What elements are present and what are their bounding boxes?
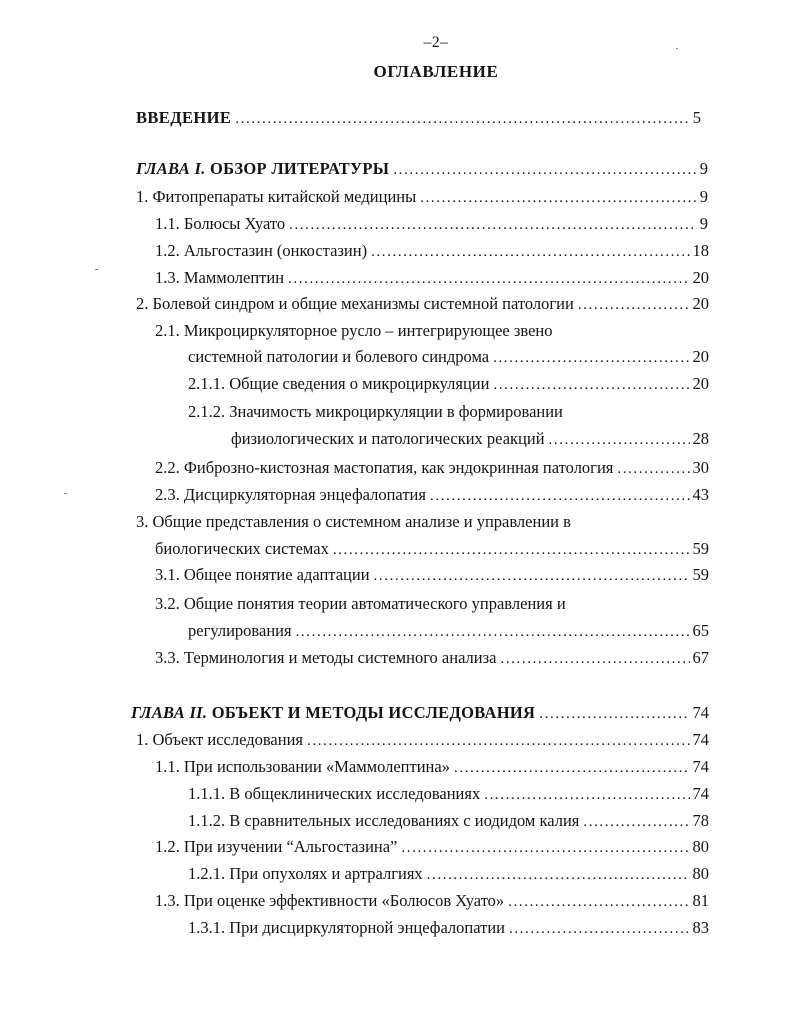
toc-entry[interactable] [155, 647, 709, 669]
toc-entry-page: 78 [692, 811, 709, 830]
toc-entry-page: 59 [692, 565, 709, 584]
toc-entry-label: 1.3. При оценке эффективности «Болюсов Хуато» [155, 891, 505, 910]
toc-entry-page: 74 [692, 784, 709, 803]
toc-entry[interactable] [188, 783, 709, 805]
dot-leader [289, 214, 697, 236]
toc-entry-label: системной патологии и болевого синдрома [188, 347, 490, 366]
scan-speck [676, 48, 678, 49]
toc-entry-page: 80 [692, 864, 709, 883]
chapter-title: ОБЪЕКТ И МЕТОДЫ ИССЛЕДОВАНИЯ [211, 703, 536, 722]
page-number: –2– [423, 34, 449, 51]
toc-entry-label: 1.1.1. В общеклинических исследованиях [188, 784, 481, 803]
toc-entry-page: 59 [692, 539, 709, 558]
toc-entry-page: 9 [699, 159, 708, 178]
toc-entry-chapter-1[interactable] [136, 158, 708, 180]
toc-entry[interactable] [231, 428, 709, 450]
toc-entry-page: 83 [692, 918, 709, 937]
toc-entry[interactable] [188, 863, 709, 885]
scan-speck [64, 493, 67, 494]
toc-entry[interactable] [155, 457, 709, 479]
toc-entry[interactable] [155, 836, 709, 858]
chapter-prefix: ГЛАВА II. [131, 703, 208, 722]
toc-entry[interactable] [155, 240, 709, 262]
dot-leader [493, 374, 689, 396]
toc-entry-page: 18 [692, 241, 709, 260]
toc-entry[interactable] [136, 293, 709, 315]
toc-entry[interactable] [188, 917, 709, 939]
toc-entry-label [136, 158, 389, 180]
toc-entry-page: 74 [692, 730, 709, 749]
toc-entry[interactable] [155, 564, 709, 586]
toc-entry-label: 1.1. При использовании «Маммолептина» [155, 757, 450, 776]
toc-entry-label: 1.1. Болюсы Хуато [155, 214, 286, 233]
dot-leader [333, 539, 690, 561]
dot-leader [235, 108, 690, 130]
toc-entry[interactable] [155, 890, 709, 912]
dot-leader [509, 918, 690, 940]
toc-entry-page: 28 [692, 429, 709, 448]
toc-entry-label: 1.2.1. При опухолях и артралгиях [188, 864, 423, 883]
toc-entry[interactable] [155, 756, 709, 778]
dot-leader [583, 811, 689, 833]
toc-entry-label: 1.2. Альгостазин (онкостазин) [155, 241, 368, 260]
toc-entry-label: 1. Объект исследования [136, 730, 303, 749]
toc-entry-page: 81 [692, 891, 709, 910]
toc-entry-label: регулирования [188, 621, 292, 640]
toc-entry-label [131, 702, 535, 724]
toc-entry[interactable] [136, 186, 708, 208]
dot-leader [371, 241, 689, 263]
toc-entry-page: 43 [692, 485, 709, 504]
toc-entry-page: 74 [692, 703, 709, 722]
toc-entry[interactable] [136, 729, 709, 751]
toc-entry-label: 3.1. Общее понятие адаптации [155, 565, 370, 584]
dot-leader [430, 485, 690, 507]
dot-leader [307, 730, 690, 752]
toc-entry-label[interactable]: 3. Общие представления о системном анализе и управлении в [136, 512, 571, 531]
toc-entry-label: 1.2. При изучении “Альгостазина” [155, 837, 398, 856]
toc-entry-page: 20 [692, 347, 709, 366]
toc-entry-chapter-2[interactable] [131, 702, 709, 724]
toc-entry-page: 5 [692, 108, 701, 127]
toc-entry-label[interactable]: 3.2. Общие понятия теории автоматического управления и [155, 594, 566, 613]
toc-entry-page: 9 [699, 214, 708, 233]
toc-entry-page: 74 [692, 757, 709, 776]
toc-entry-label: 1. Фитопрепараты китайской медицины [136, 187, 417, 206]
dot-leader [427, 864, 690, 886]
dot-leader [500, 648, 689, 670]
page-title: ОГЛАВЛЕНИЕ [373, 62, 499, 81]
toc-entry[interactable] [155, 213, 708, 235]
toc-entry-label: 2.1.1. Общие сведения о микроциркуляции [188, 374, 490, 393]
toc-entry-label: 3.3. Терминология и методы системного анализа [155, 648, 497, 667]
toc-entry-page: 9 [699, 187, 708, 206]
dot-leader [288, 268, 689, 290]
toc-entry[interactable] [188, 620, 709, 642]
dot-leader [296, 621, 690, 643]
toc-entry[interactable] [188, 373, 709, 395]
dot-leader [539, 703, 689, 725]
toc-entry-label: 1.1.2. В сравнительных исследованиях с иодидом калия [188, 811, 580, 830]
toc-entry-label: физиологических и патологических реакций [231, 429, 545, 448]
dot-leader [484, 784, 689, 806]
dot-leader [508, 891, 689, 913]
toc-entry[interactable] [155, 484, 709, 506]
dot-leader [393, 159, 696, 181]
toc-entry[interactable] [155, 267, 709, 289]
toc-entry-introduction[interactable] [136, 107, 701, 129]
toc-entry[interactable] [188, 346, 709, 368]
toc-entry-label: биологических системах [155, 539, 329, 558]
dot-leader [493, 347, 689, 369]
toc-entry-page: 20 [692, 268, 709, 287]
dot-leader [549, 429, 690, 451]
toc-entry-page: 80 [692, 837, 709, 856]
dot-leader [454, 757, 690, 779]
scan-speck [95, 269, 98, 270]
toc-entry-label: ВВЕДЕНИЕ [136, 108, 232, 127]
toc-entry[interactable] [188, 810, 709, 832]
toc-entry-page: 65 [692, 621, 709, 640]
toc-entry-page: 20 [692, 294, 709, 313]
dot-leader [374, 565, 690, 587]
dot-leader [401, 837, 689, 859]
dot-leader [420, 187, 697, 209]
toc-entry-label[interactable]: 2.1. Микроциркуляторное русло – интегрирующее звено [155, 321, 553, 340]
toc-entry-label: 2.2. Фиброзно-кистозная мастопатия, как эндокринная патология [155, 458, 614, 477]
toc-entry-page: 30 [692, 458, 709, 477]
toc-entry-label: 2. Болевой синдром и общие механизмы системной патологии [136, 294, 574, 313]
toc-entry-label[interactable]: 2.1.2. Значимость микроциркуляции в формировании [188, 402, 563, 421]
toc-entry-page: 67 [692, 648, 709, 667]
chapter-prefix: ГЛАВА I. [136, 159, 206, 178]
toc-entry[interactable] [155, 538, 709, 560]
dot-leader [617, 458, 689, 480]
toc-entry-label: 2.3. Дисциркуляторная энцефалопатия [155, 485, 426, 504]
chapter-title: ОБЗОР ЛИТЕРАТУРЫ [210, 159, 390, 178]
toc-entry-label: 1.3.1. При дисциркуляторной энцефалопатии [188, 918, 505, 937]
dot-leader [578, 294, 690, 316]
toc-entry-label: 1.3. Маммолептин [155, 268, 285, 287]
toc-entry-page: 20 [692, 374, 709, 393]
